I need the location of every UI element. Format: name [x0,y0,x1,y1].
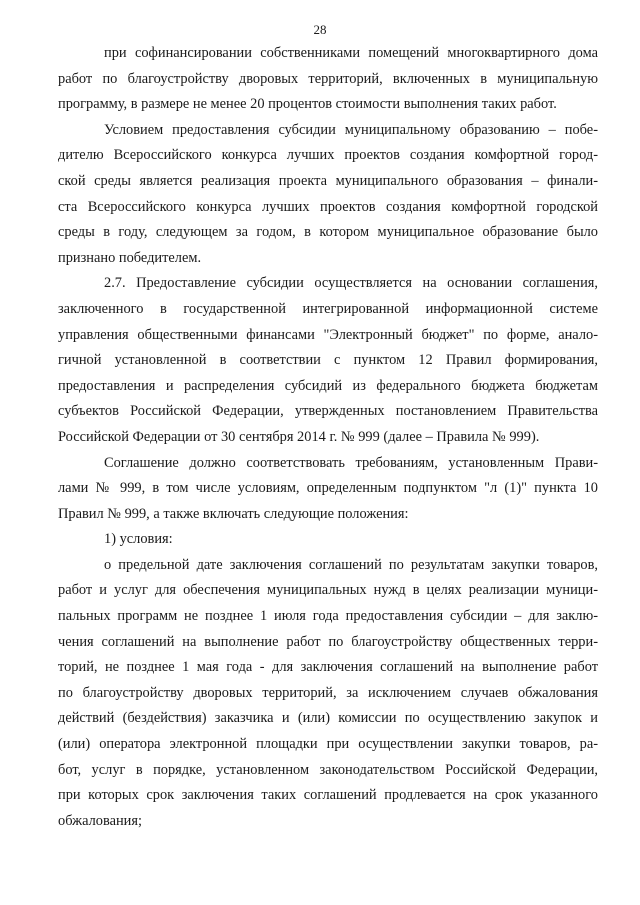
text-line: по благоустройству дворовых территорий, за исключением случаев обжалования [58,684,598,701]
text-line: субъектов Российской Федерации, утвержденных постановлением Правительства [58,403,598,420]
text-line: пальных программ не позднее 1 июля года предоставления субсидии – для заклю- [58,608,598,625]
text-line: гичной установленной в соответствии с пунктом 12 Правил формирования, [58,352,598,369]
text-line: обжалования; [58,812,143,829]
text-line: среды в году, следующем за годом, в котором муниципальное образование было [58,224,598,241]
text-line: торий, не позднее 1 мая года - для заключения соглашений на выполнение работ [58,659,598,676]
text-line: действий (бездействия) заказчика и (или) комиссии по осуществлению закупок и [58,710,598,727]
text-line: дителю Всероссийского конкурса лучших проектов создания комфортной город- [58,147,598,164]
text-line: управления общественными финансами "Электронный бюджет" по форме, анало- [58,326,598,343]
text-line: Правил № 999, а также включать следующие положения: [58,505,409,522]
text-line: признано победителем. [58,249,202,266]
text-line: при софинансировании собственниками помещений многоквартирного дома [104,45,598,61]
text-line: ской среды является реализация проекта муниципального образования – финали- [58,172,598,189]
text-line: чения соглашений на выполнение работ по благоустройству общественных терри- [58,633,598,650]
text-line: заключенного в государственной интегрированной информационной системе [58,300,598,317]
text-line: 2.7. Предоставление субсидии осуществляется на основании соглашения, [104,275,598,292]
text-line: работ по благоустройству дворовых территорий, включенных в муниципальную [58,70,598,87]
text-line: бот, услуг в порядке, установленном законодательством Российской Федерации, [58,761,598,778]
text-line: предоставления и распределения субсидий из федерального бюджета бюджетам [58,377,598,394]
text-line: лами № 999, в том числе условиям, определенным подпунктом "л (1)" пункта 10 [58,480,598,497]
text-line: при которых срок заключения таких соглашений продлевается на срок указанного [58,787,598,804]
text-line: (или) оператора электронной площадки при осуществлении закупки товаров, ра- [58,736,598,753]
text-line: Условием предоставления субсидии муниципальному образованию – побе- [104,121,598,138]
text-line: о предельной дате заключения соглашений по результатам закупки товаров, [104,556,598,573]
text-line: программу, в размере не менее 20 процентов стоимости выполнения таких работ. [58,96,557,113]
page-number: 28 [313,22,327,37]
text-line: работ и услуг для обеспечения муниципальных нужд в целях реализации муници- [58,582,598,599]
document-body [58,41,598,834]
text-line: 1) условия: [104,531,173,548]
text-line: Российской Федерации от 30 сентября 2014 г. № 999 (далее – Правила № 999). [58,428,540,445]
text-line: Соглашение должно соответствовать требованиям, установленным Прави- [104,454,598,471]
text-line: ста Всероссийского конкурса лучших проектов создания комфортной городской [58,198,598,215]
